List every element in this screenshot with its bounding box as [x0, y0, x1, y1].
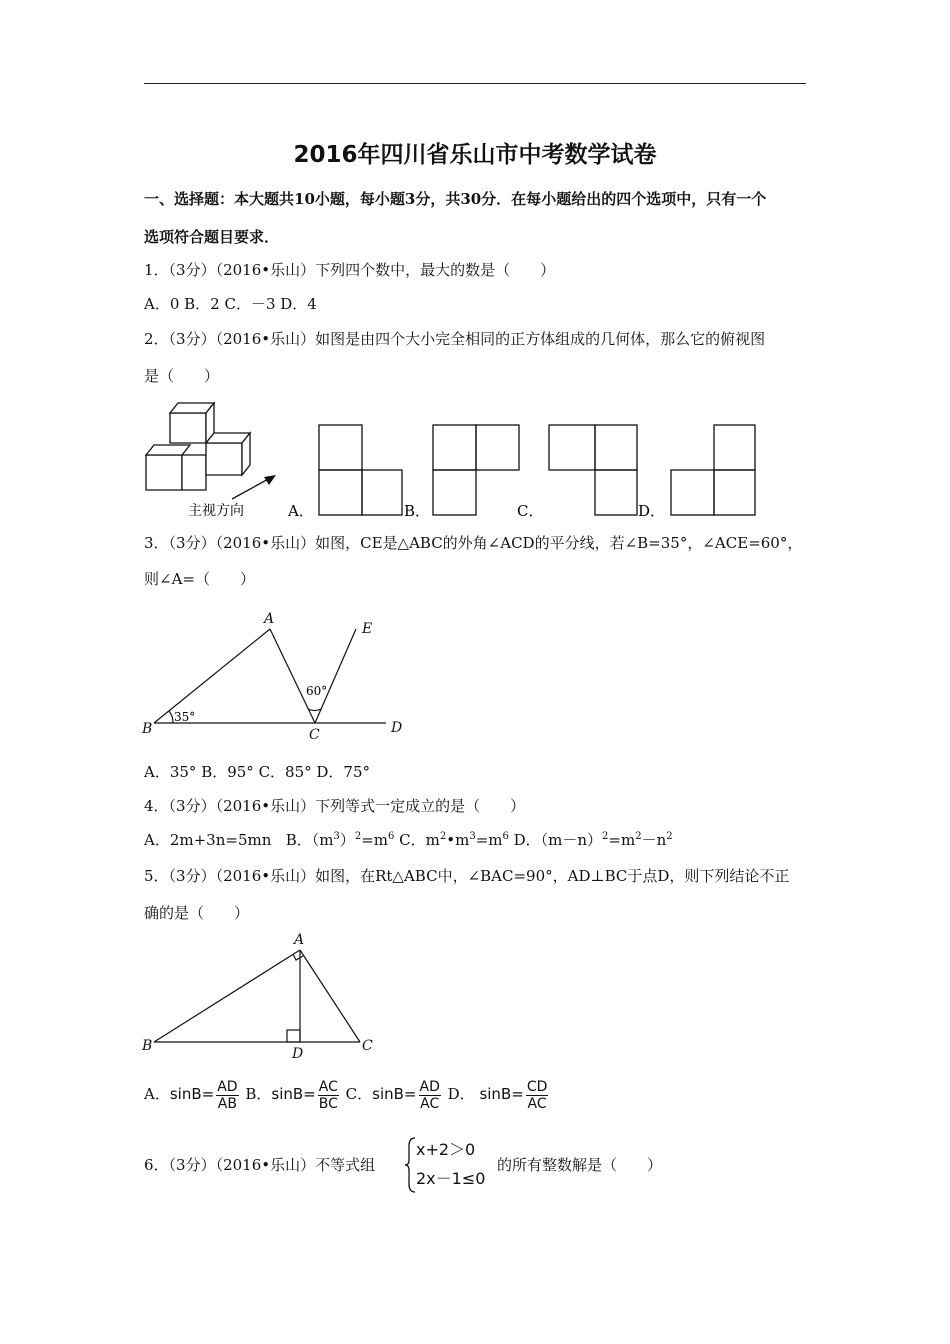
- section-heading-cont: 选项符合题目要求．: [144, 228, 280, 246]
- label-b: B: [142, 721, 153, 737]
- option-b-label: B．: [404, 502, 431, 520]
- q1-stem: 1．（3分）（2016•乐山）下列四个数中，最大的数是（ ）: [144, 261, 556, 279]
- label-c: C: [362, 1038, 373, 1054]
- q3-stem: 3．（3分）（2016•乐山）如图，CE是△ABC的外角∠ACD的平分线，若∠B=35°，∠ACE=60°，: [144, 534, 803, 552]
- q2-stem-cont: 是（ ）: [144, 367, 220, 385]
- option-c-label: C．: [517, 502, 544, 520]
- q4-options: A．2m+3n=5mn B．$(m^3)^2=m^6$ C．$m^2•m^3=m^6$ D．$(m-n)^2=m^2-n^2$: [144, 831, 673, 849]
- q6-stem-pre: 6．（3分）（2016•乐山）不等式组: [144, 1156, 376, 1174]
- q4-stem: 4．（3分）（2016•乐山）下列等式一定成立的是（ ）: [144, 797, 526, 815]
- label-a: A: [294, 932, 305, 948]
- q5-options: A．sinB= $\frac{AD}{AB}$ B．sinB= $\frac{AC}{BC}$ C．sinB= $\frac{AD}{AC}$ D． sinB= $\frac{CD}{AC}$: [144, 1078, 548, 1112]
- q5-stem-cont: 确的是（ ）: [144, 904, 250, 922]
- label-c: C: [309, 727, 320, 743]
- page-title: 2016年四川省乐山市中考数学试卷: [293, 142, 657, 168]
- angle-b-label: 35°: [174, 710, 196, 724]
- q3-stem-cont: 则∠A=（ ）: [144, 570, 255, 588]
- q5-triangle-figure: [140, 930, 380, 1060]
- q2-cube-figure: [140, 395, 280, 520]
- label-d: D: [292, 1046, 304, 1060]
- section-heading: 一、选择题：本大题共10小题，每小题3分，共30分．在每小题给出的四个选项中，只有一个: [144, 190, 767, 208]
- q6-inequality-1: x+2＞0: [416, 1140, 476, 1159]
- label-d: D: [391, 720, 403, 736]
- option-a-label: A．: [288, 502, 314, 520]
- option-d-label: D．: [638, 502, 666, 520]
- q2-option-c: [517, 422, 642, 522]
- q5-stem: 5．（3分）（2016•乐山）如图，在Rt△ABC中，∠BAC=90°，AD⊥BC于点D，则下列结论不正: [144, 867, 790, 885]
- q3-triangle-figure: [140, 605, 410, 745]
- q6-brace: [403, 1136, 417, 1194]
- q3-options: A．35° B．95° C．85° D．75°: [144, 763, 371, 781]
- header-rule: [144, 83, 806, 84]
- q2-option-b: [404, 422, 524, 522]
- view-direction-label: 主视方向: [188, 503, 244, 519]
- q6-inequality-2: 2x－1≤0: [416, 1169, 486, 1188]
- label-b: B: [142, 1038, 153, 1054]
- label-a: A: [264, 611, 275, 627]
- q2-stem: 2．（3分）（2016•乐山）如图是由四个大小完全相同的正方体组成的几何体，那么它的俯视图: [144, 330, 766, 348]
- q2-option-d: [638, 422, 763, 522]
- label-e: E: [362, 621, 373, 637]
- q2-option-a: [288, 422, 408, 522]
- angle-ace-label: 60°: [306, 684, 328, 698]
- q6-stem-post: 的所有整数解是（ ）: [497, 1156, 663, 1174]
- q1-options: A．0 B．2 C．－3 D．4: [144, 295, 317, 313]
